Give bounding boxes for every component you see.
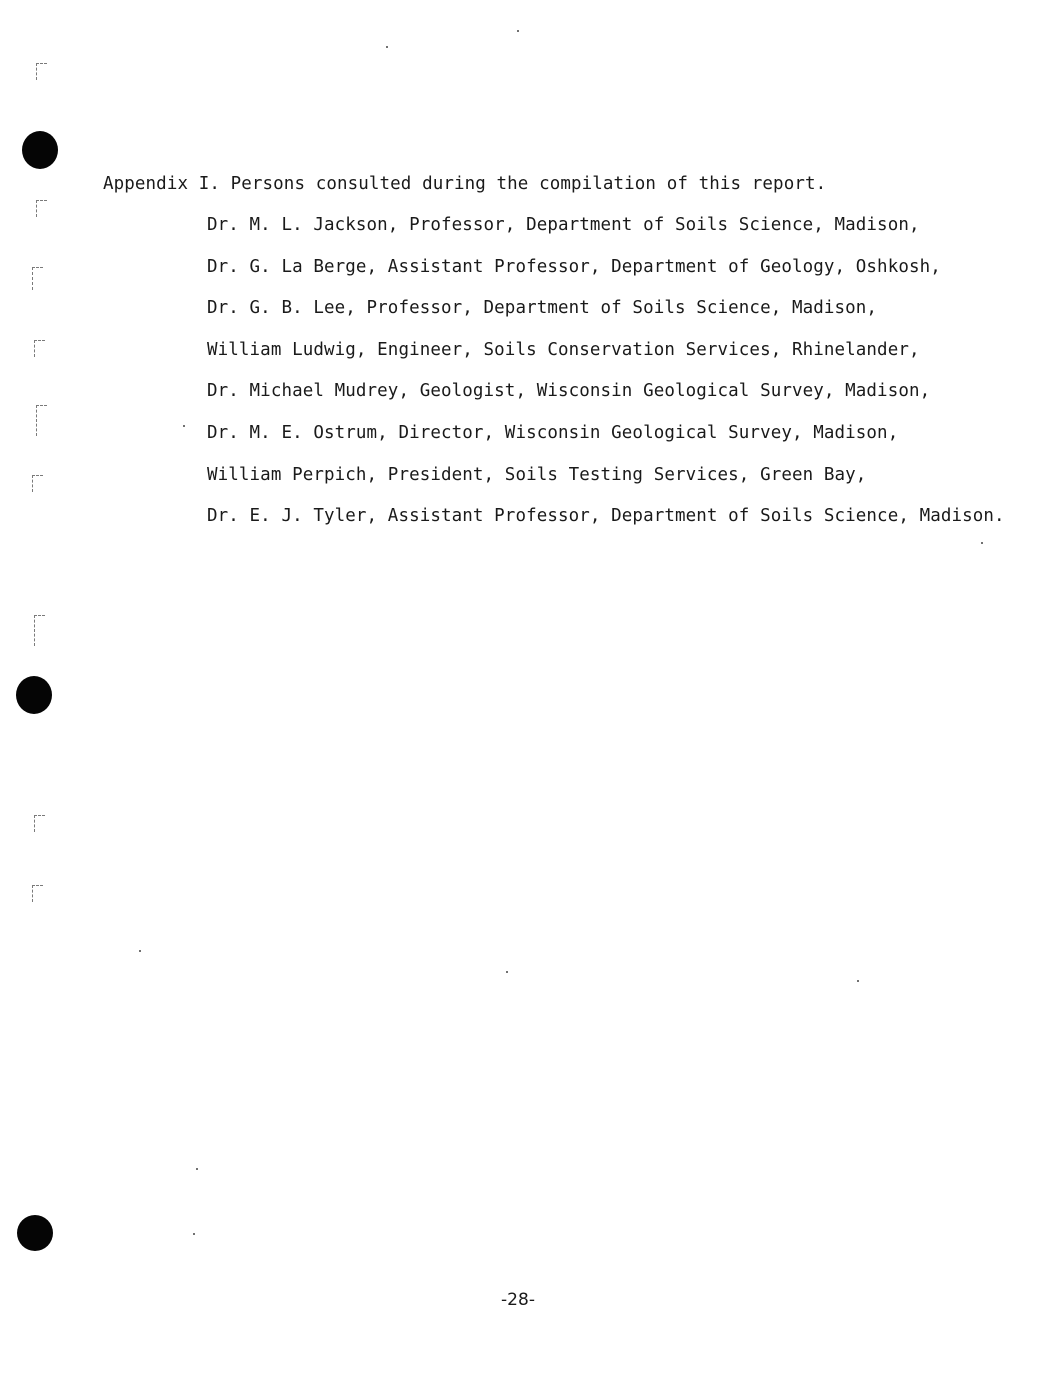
list-item: Dr. E. J. Tyler, Assistant Professor, Department of Soils Science, Madison. [207, 506, 1005, 527]
scan-speck [857, 980, 859, 982]
scan-edge-marks [28, 55, 58, 1035]
list-item: William Perpich, President, Soils Testing Services, Green Bay, [207, 464, 867, 485]
list-item: Dr. Michael Mudrey, Geologist, Wisconsin Geological Survey, Madison, [207, 381, 931, 402]
scan-speck [981, 542, 983, 544]
punch-hole [17, 1215, 53, 1251]
scan-speck [517, 30, 519, 32]
scan-speck [506, 971, 508, 973]
persons-list [207, 211, 1005, 544]
list-item: Dr. G. La Berge, Assistant Professor, Department of Geology, Oshkosh, [207, 256, 941, 277]
scan-speck [139, 950, 141, 952]
scan-speck [386, 46, 388, 48]
list-item: Dr. M. L. Jackson, Professor, Department of Soils Science, Madison, [207, 215, 920, 235]
scan-speck [193, 1233, 195, 1235]
appendix-heading: Appendix I. Persons consulted during the compilation of this report. [103, 174, 827, 194]
page-number: -28- [501, 1290, 535, 1310]
list-item: Dr. G. B. Lee, Professor, Department of Soils Science, Madison, [207, 298, 878, 319]
list-item: Dr. M. E. Ostrum, Director, Wisconsin Geological Survey, Madison, [207, 422, 899, 443]
scan-speck [196, 1168, 198, 1170]
list-item: William Ludwig, Engineer, Soils Conservation Services, Rhinelander, [207, 339, 920, 360]
scan-speck [183, 425, 185, 427]
